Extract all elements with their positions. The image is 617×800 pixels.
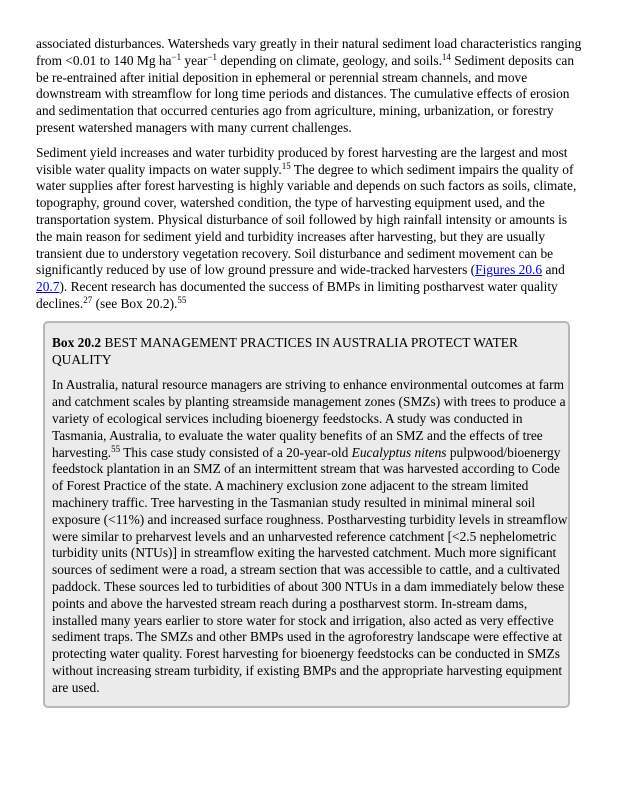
text-run: Sediment yield increases and water turbidity produced by forest harvesting are the largest and most visible water quality impacts on water supply. <box>36 144 568 177</box>
text-run: associated disturbances. Watersheds vary greatly in their natural sediment load characteristics ranging from <0.01 to 140 Mg ha <box>36 36 582 68</box>
figure-link-20-6[interactable]: Figures 20.6 <box>475 262 543 278</box>
superscript: −1 <box>207 51 218 62</box>
citation-ref: 55 <box>111 443 121 454</box>
paragraph-watershed-sediment <box>36 36 584 137</box>
superscript: −1 <box>171 51 182 62</box>
box-title-text: BEST MANAGEMENT PRACTICES IN AUSTRALIA PROTECT WATER QUALITY <box>52 334 518 367</box>
box-label: Box 20.2 <box>52 334 102 350</box>
text-run: In Australia, natural resource managers are striving to enhance environmental outcomes at farm and catchment scales by planting streamside management zones (SMZs) with trees to produce a variety of ecological services including bioenergy feedstocks. A study was conducted in Tasmania, Australia, to evaluate the water quality benefits of an SMZ and the effects of tree harvesting. <box>52 377 566 460</box>
box-title <box>52 335 568 369</box>
text-run: Sediment deposits can be re-entrained after initial deposition in ephemeral or perennial stream channels, and move downstream with streamflow for long time periods and distances. The cumulative effects of erosion and sedimentation that occurred centuries ago from agriculture, mining, urbanization, or forestry present watershed managers with many current challenges. <box>36 52 575 135</box>
text-run: year <box>181 52 208 68</box>
citation-ref: 15 <box>281 160 291 171</box>
box-body <box>52 377 568 696</box>
text-run: The degree to which sediment impairs the quality of water supplies after forest harvesting is highly variable and depends on such factors as soils, climate, topography, ground cover, watershed condition, the type of harvesting equipment used, and the transportation system. Physical disturbance of soil followed by high rainfall intensity or amounts is the main reason for sediment yield and turbidity increases after harvesting, but they are usually transient due to understory vegetation recovery. Soil disturbance and sediment movement can be significantly reduced by use of low ground pressure and wide-tracked harvesters ( <box>36 161 577 278</box>
page-content <box>36 36 584 708</box>
text-run: pulpwood/bioenergy feedstock plantation in an SMZ of an intermittent stream that was harvested according to Code of Forest Practice of the state. A machinery exclusion zone adjacent to the stream limited machinery traffic. Tree harvesting in the Tasmanian study resulted in minimal mineral soil exposure (<11%) and increased surface roughness. Postharvesting turbidity levels in streamflow were similar to preharvest levels and an unharvested reference catchment [<2.5 nephelometric turbidity units (NTUs)] in streamflow exiting the harvested catchment. Much more significant sources of sediment were a road, a stream section that was accessible to cattle, and a cultivated paddock. These sources led to turbidities of about 300 NTUs in a dam immediately below these points and above the harvested stream reach during a postharvest storm. In-stream dams, installed many years earlier to store water for stock and irrigation, also acted as very effective sediment traps. The SMZs and other BMPs used in the agroforestry landscape were effective at protecting water quality. Forest harvesting for bioenergy feedstocks can be conducted in SMZs without increasing stream turbidity, if existing BMPs and the appropriate harvesting equipment are used. <box>52 444 568 695</box>
species-name: Eucalyptus nitens <box>351 444 447 460</box>
citation-ref: 27 <box>83 294 93 305</box>
text-run: This case study consisted of a 20-year-old <box>120 444 352 460</box>
paragraph-sediment-yield <box>36 145 584 313</box>
citation-ref: 55 <box>177 294 187 305</box>
text-run: ). Recent research has documented the success of BMPs in limiting postharvest water quality declines. <box>36 279 558 311</box>
citation-ref: 14 <box>441 51 451 62</box>
text-run: (see Box 20.2). <box>92 295 178 311</box>
figure-link-20-7[interactable]: 20.7 <box>36 279 60 295</box>
box-20-2 <box>43 321 570 709</box>
text-run: depending on climate, geology, and soils. <box>217 52 442 68</box>
text-run: and <box>542 262 565 278</box>
